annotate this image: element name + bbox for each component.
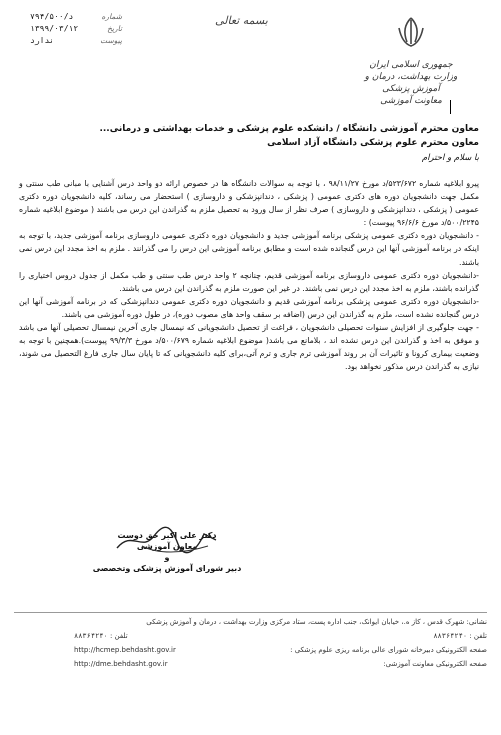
- footer-site1-link[interactable]: http://hcmep.behdasht.gov.ir: [74, 646, 176, 654]
- body-paragraph: -دانشجویان دوره دکتری عمومی پزشکی برنامه آموزشی قدیم و دانشجویان دوره دکتری عمومی دندانپزشکی که در برنامه آموزشی آنها این درس گنجانده نشده است، ملزم به گذراندن این درس (اضافه بر سقف واحد های مصوب دوره)، در طول دوره آموزشی می باشند.: [19, 296, 479, 319]
- letter-number: ۷۹۴/۵۰۰/د: [30, 12, 74, 21]
- signatory-title-2: دبیر شورای آموزش پزشکی وتخصصی: [92, 564, 242, 573]
- handwritten-signature: [112, 526, 222, 556]
- letter-attachment: ندارد: [30, 36, 55, 45]
- letter-date: ۱۳۹۹/۰۳/۱۲: [30, 24, 79, 33]
- footer-phone: ۸۸۳۶۴۲۴۰: [433, 632, 468, 640]
- bismillah-heading: بسمه تعالی: [215, 14, 268, 27]
- country-name: جمهوری اسلامی ایران: [369, 60, 453, 70]
- iran-emblem-icon: [391, 14, 431, 52]
- signatory-title: معاون آموزشی: [136, 542, 198, 551]
- letter-meta: [16, 12, 126, 48]
- footer-site1-label: صفحه الکترونیکی دبیرخانه شورای عالی برنامه ریزی علوم پزشکی :: [290, 646, 487, 654]
- text-cursor: [450, 100, 451, 114]
- body-paragraph: پیرو ابلاغیه شماره ۵۲۳/۶۷۲/د مورخ ۹۸/۱۱/۲۷ ، با توجه به سوالات دانشگاه ها در خصوص ارائه دو واحد درس آشنایی با مبانی طب سنتی و مکمل جهت دانشجویان دوره های دکتری عمومی ( پزشکی ، دندانپزشکی و داروسازی ) استحضار می رساند، کلیه دانشجویان دوره دکتری عمومی ( پزشکی ، دندانپزشکی و داروسازی ) صرف نظر از سال ورود به تحصیل ملزم به گذراندن این درس می باشند ( موضوع ابلاغیه شماره ۵۰۰/۲۲۴۵/د مورخ ۹۶/۶/۶ پیوست) :: [19, 179, 480, 228]
- greeting: با سلام و احترام: [421, 153, 479, 163]
- footer-address: نشانی: شهرک قدس ، کاز ه.، خیابان ایوانک، جنب اداره پست، ستاد مرکزی وزارت بهداشت ، درمان و آموزش پزشکی: [146, 618, 487, 626]
- signatory-conjunction: و: [164, 553, 170, 562]
- footer-phone-2: ۸۸۳۶۴۲۴۰: [74, 632, 108, 640]
- letter-date-label: تاریخ: [107, 24, 122, 33]
- body-paragraph: -دانشجویان دوره دکتری عمومی داروسازی برنامه آموزشی قدیم، چنانچه ۲ واحد درس طب سنتی و طب مکمل از جدول دروس اختیاری را گذرانده باشند، ملزم به اخذ مجدد این درس نمی باشند. در غیر این صورت ملزم به گذراندن این درس می باشند.: [19, 270, 479, 293]
- letter-attachment-label: پیوست: [100, 36, 122, 45]
- signature-block: [92, 530, 242, 574]
- footer: [14, 618, 487, 674]
- body-paragraph: - جهت جلوگیری از افزایش سنوات تحصیلی دانشجویان ، فراغت از تحصیل دانشجویانی که نیمسال جاری آخرین نیمسال تحصیلی آنها می باشد و موفق به اخذ و گذراندن این درس نشده اند ، بلامانع می باشد( موضوع ابلاغیه شماره ۵۰۰/۶۷۹/د مورخ ۹۹/۳/۳ پیوست).همچنین با توجه به وضعیت بیماری کرونا و تاثیرات آن بر روند آموزشی ترم جاری و ترم آتی،برای کلیه دانشجویانی که تا پایان سال جاری فارغ التحصیل می شوند، نیازی به گذراندن درس مذکور نخواهد بود.: [19, 323, 479, 372]
- deputy-name: معاونت آموزشی: [380, 96, 442, 106]
- footer-phone-label-2: تلفن :: [109, 632, 128, 640]
- footer-phone-label: تلفن :: [469, 632, 487, 640]
- addressee-2: معاون محترم علوم پزشکی دانشگاه آزاد اسلامی: [267, 138, 479, 148]
- addressees: [19, 122, 479, 165]
- letterhead: [351, 14, 471, 107]
- signatory-name: دکتر علی اکبر حق دوست: [117, 531, 217, 540]
- footer-divider: [14, 612, 487, 613]
- letter-body: [19, 177, 479, 373]
- footer-site2-label: صفحه الکترونیکی معاونت آموزشی:: [383, 660, 487, 668]
- ministry-name: وزارت بهداشت، درمان و آموزش پزشکی: [364, 72, 458, 94]
- addressee-1: معاون محترم آموزشی دانشگاه / دانشکده علوم پزشکی و خدمات بهداشتی و درمانی...: [99, 124, 479, 134]
- body-paragraph: - دانشجویان دوره دکتری عمومی پزشکی برنامه آموزشی جدید و دانشجویان دوره دکتری عمومی داروسازی برنامه آموزشی جدید، با توجه به اینکه در برنامه آموزشی آنها این درس گنجانده شده است و مطابق برنامه آموزشی این درس را می گذرانند . ملزم به اخذ مجدد این درس نمی باشند.: [19, 231, 479, 267]
- footer-site2-link[interactable]: http://dme.behdasht.gov.ir: [74, 660, 168, 668]
- letter-number-label: شماره: [101, 12, 122, 21]
